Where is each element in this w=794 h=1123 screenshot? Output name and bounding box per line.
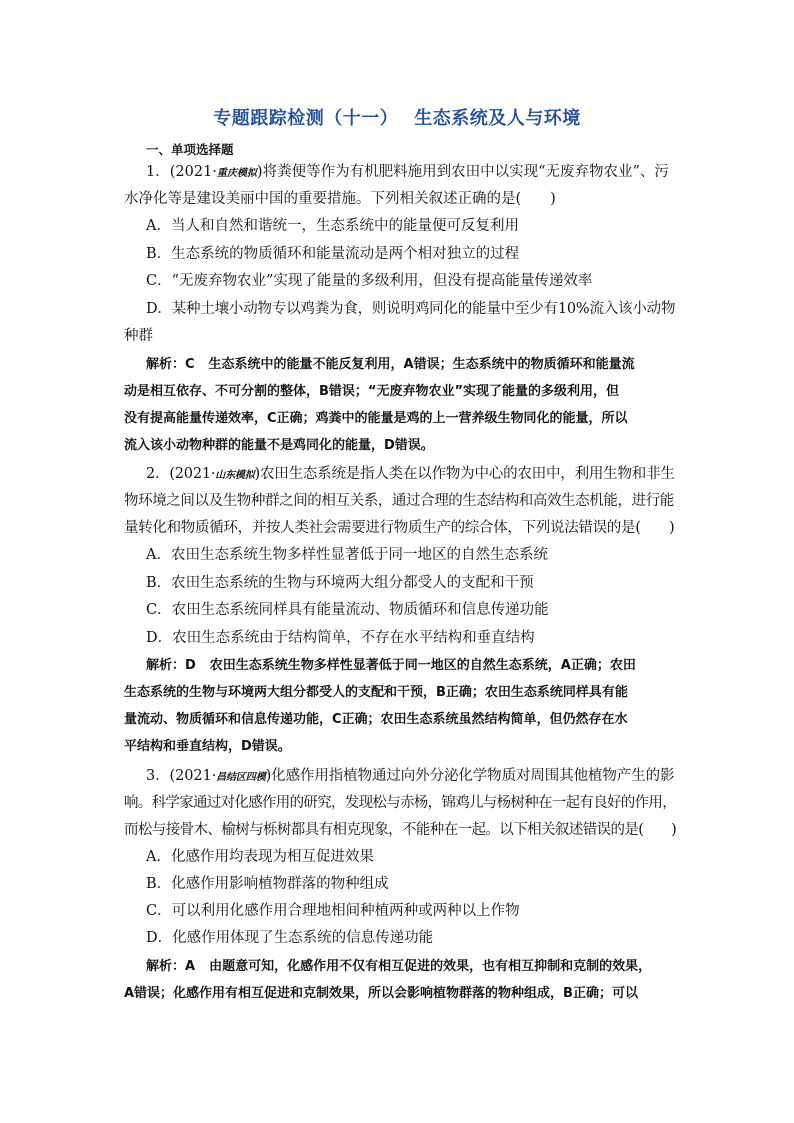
question-2-answer-line-3: 量流动、物质循环和信息传递功能，C正确；农田生态系统虽然结构简单，但仍然存在水 xyxy=(124,712,628,727)
question-2-option-a: A．农田生态系统生物多样性显著低于同一地区的自然生态系统 xyxy=(146,547,548,563)
title-sub: 生态系统及人与环境 xyxy=(414,108,581,129)
page-title xyxy=(0,104,794,130)
question-3-answer-line-1: 解析：A 由题意可知，化感作用不仅有相互促进的效果，也有相互抑制和克制的效果， xyxy=(146,959,652,974)
question-1-source: 重庆模拟 xyxy=(216,168,257,179)
question-1-option-b: B．生态系统的物质循环和能量流动是两个相对独立的过程 xyxy=(146,246,520,262)
question-2-source: 山东模拟 xyxy=(215,470,255,481)
question-3-option-b: B．化感作用影响植物群落的物种组成 xyxy=(146,876,389,892)
question-3-answer-line-2: A错误；化感作用有相互促进和克制效果，所以会影响植物群落的物种组成，B正确；可以 xyxy=(124,986,638,1001)
section-heading: 一、单项选择题 xyxy=(146,142,234,157)
question-1-line-2: 水净化等是建设美丽中国的重要措施。下列相关叙述正确的是( ) xyxy=(124,191,556,207)
question-3-answer xyxy=(124,953,677,1007)
question-1-answer-line-2: 动是相互依存、不可分割的整体，B错误；“无废弃物农业”实现了能量的多级利用，但 xyxy=(124,384,619,399)
question-2-stem xyxy=(124,461,677,542)
question-3-option-a: A．化感作用均表现为相互促进效果 xyxy=(146,849,374,865)
question-3-line-3: 而松与接骨木、榆树与栎树都具有相克现象，不能种在一起。以下相关叙述错误的是( ) xyxy=(124,822,677,838)
question-1-option-c: C．“无废弃物农业”实现了能量的多级利用，但没有提高能量传递效率 xyxy=(146,273,593,289)
question-2-line-2: 物环境之间以及生物种群之间的相互关系，通过合理的生态结构和高效生态机能，进行能 xyxy=(124,493,674,509)
question-2-line-1: 2．(2021·山东模拟)农田生态系统是指人类在以作物为中心的农田中，利用生物和非生 xyxy=(146,466,675,482)
question-1-option-a: A．当人和自然和谐统一，生态系统中的能量便可反复利用 xyxy=(146,218,519,234)
question-2-answer-line-1: 解析：D 农田生态系统生物多样性显著低于同一地区的自然生态系统，A正确；农田 xyxy=(146,658,636,673)
question-1-line-1: 1．(2021·重庆模拟)将粪便等作为有机肥料施用到农田中以实现“无废弃物农业”、污 xyxy=(146,164,669,180)
question-2-answer-label: 解析：D xyxy=(146,658,196,673)
question-3-source: 昌结区四模 xyxy=(216,772,266,783)
question-1-answer-label: 解析：C xyxy=(146,357,195,372)
question-3-line-1: 3．(2021·昌结区四模)化感作用指植物通过向外分泌化学物质对周围其他植物产生的影 xyxy=(146,768,675,784)
question-1-answer-line-3: 没有提高能量传递效率，C正确；鸡粪中的能量是鸡的上一营养级生物同化的能量，所以 xyxy=(124,411,628,426)
question-3-option-c: C．可以利用化感作用合理地相间种植两种或两种以上作物 xyxy=(146,903,520,919)
question-2-answer-line-2: 生态系统的生物与环境两大组分都受人的支配和干预，B正确；农田生态系统同样具有能 xyxy=(124,685,628,700)
title-main: 专题跟踪检测（十一） xyxy=(213,108,399,129)
question-2-option-d: D．农田生态系统由于结构简单，不存在水平结构和垂直结构 xyxy=(146,630,535,646)
question-2-answer xyxy=(124,652,677,760)
question-1-stem xyxy=(124,159,677,213)
question-1-option-d-cont: 种群 xyxy=(124,328,153,344)
question-3-option-d: D．化感作用体现了生态系统的信息传递功能 xyxy=(146,930,434,946)
question-2-option-b: B．农田生态系统的生物与环境两大组分都受人的支配和干预 xyxy=(146,575,534,591)
question-2-line-3: 量转化和物质循环，并按人类社会需要进行物质生产的综合体，下列说法错误的是( ) xyxy=(124,520,675,536)
question-1-answer xyxy=(124,351,677,459)
question-3-line-2: 响。科学家通过对化感作用的研究，发现松与赤杨，锦鸡儿与杨树种在一起有良好的作用， xyxy=(124,795,676,811)
question-1-option-d: D．某种土壤小动物专以鸡粪为食，则说明鸡同化的能量中至少有10%流入该小动物 xyxy=(146,301,676,317)
question-1-answer-line-4: 流入该小动物种群的能量不是鸡同化的能量，D错误。 xyxy=(124,438,434,453)
question-2-answer-line-4: 平结构和垂直结构，D错误。 xyxy=(124,739,291,754)
question-2-option-c: C．农田生态系统同样具有能量流动、物质循环和信息传递功能 xyxy=(146,602,549,618)
question-3-answer-label: 解析：A xyxy=(146,959,196,974)
question-3-stem xyxy=(124,763,677,844)
question-1-answer-line-1: 解析：C 生态系统中的能量不能反复利用，A错误；生态系统中的物质循环和能量流 xyxy=(146,357,635,372)
